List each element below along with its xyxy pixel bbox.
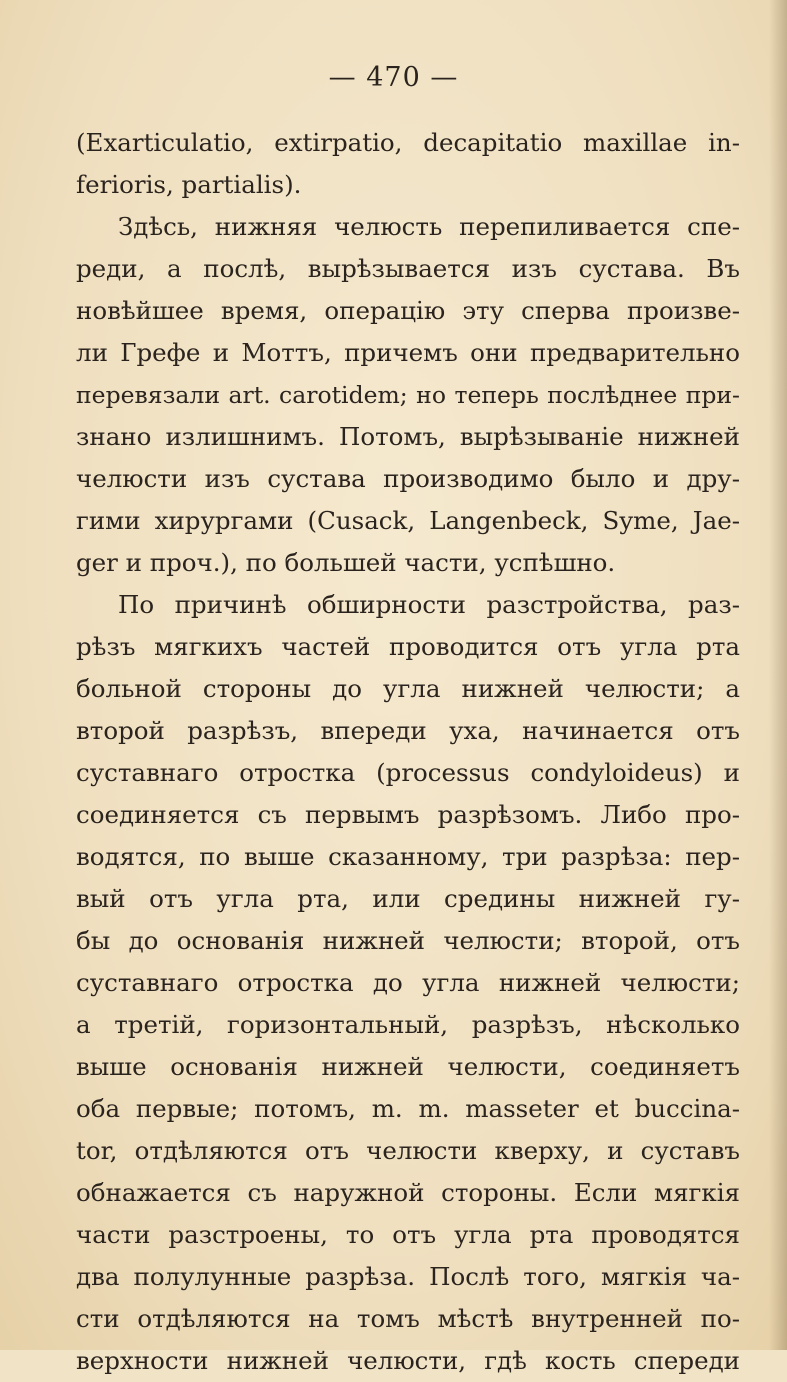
text-line: Здѣсь, нижняя челюсть перепиливается спе- — [118, 212, 740, 241]
text-line: вый отъ угла рта, или средины нижней гу- — [76, 884, 740, 913]
text-line: обнажается съ наружной стороны. Если мягкія — [76, 1178, 740, 1207]
text-line: По причинѣ обширности разстройства, раз- — [118, 590, 740, 619]
text-line: суставнаго отростка до угла нижней челюсти; — [76, 968, 740, 997]
text-line: оба первые; потомъ, m. m. masseter et buccina- — [76, 1094, 740, 1123]
text-line: знано излишнимъ. Потомъ, вырѣзываніе нижней — [76, 422, 740, 451]
page-edge-shadow — [769, 0, 787, 1350]
text-line: перевязали art. carotidem; но теперь послѣднее при- — [76, 381, 740, 409]
text-line: выше основанія нижней челюсти, соединяетъ — [76, 1052, 740, 1081]
text-line: tor, отдѣляются отъ челюсти кверху, и суставъ — [76, 1136, 740, 1165]
text-line: соединяется съ первымъ разрѣзомъ. Либо про- — [76, 800, 740, 829]
text-line: ger и проч.), по большей части, успѣшно. — [76, 548, 616, 577]
text-line: водятся, по выше сказанному, три разрѣза: пер- — [76, 842, 740, 871]
text-line: бы до основанія нижней челюсти; второй, отъ — [76, 926, 740, 955]
text-line: два полулунные разрѣза. Послѣ того, мягкія ча- — [76, 1262, 740, 1291]
text-line: ferioris, partialis). — [76, 170, 302, 199]
text-line: реди, а послѣ, вырѣзывается изъ сустава. Въ — [76, 254, 740, 283]
text-line: новѣйшее время, операцію эту сперва произве- — [76, 296, 740, 325]
text-line: сти отдѣляются на томъ мѣстѣ внутренней по- — [76, 1304, 740, 1333]
text-line: суставнаго отростка (processus condyloideus) и — [76, 758, 740, 787]
text-line: части разстроены, то отъ угла рта проводятся — [76, 1220, 740, 1249]
text-line: верхности нижней челюсти, гдѣ кость спереди — [76, 1346, 740, 1375]
body-text — [76, 122, 740, 1382]
text-line: а третій, горизонтальный, разрѣзъ, нѣсколько — [76, 1010, 740, 1039]
text-line: ли Грефе и Моттъ, причемъ они предварительно — [76, 338, 740, 367]
text-line: больной стороны до угла нижней челюсти; а — [76, 674, 740, 703]
text-line: второй разрѣзъ, впереди уха, начинается отъ — [76, 716, 740, 745]
text-line: челюсти изъ сустава производимо было и дру- — [76, 464, 740, 493]
text-line: рѣзъ мягкихъ частей проводится отъ угла рта — [76, 632, 740, 661]
page-number: — 470 — — [328, 62, 459, 93]
text-line: (Exarticulatio, extirpatio, decapitatio maxillae in- — [76, 128, 740, 157]
text-line: гими хирургами (Cusack, Langenbeck, Syme, Jae- — [76, 506, 740, 535]
